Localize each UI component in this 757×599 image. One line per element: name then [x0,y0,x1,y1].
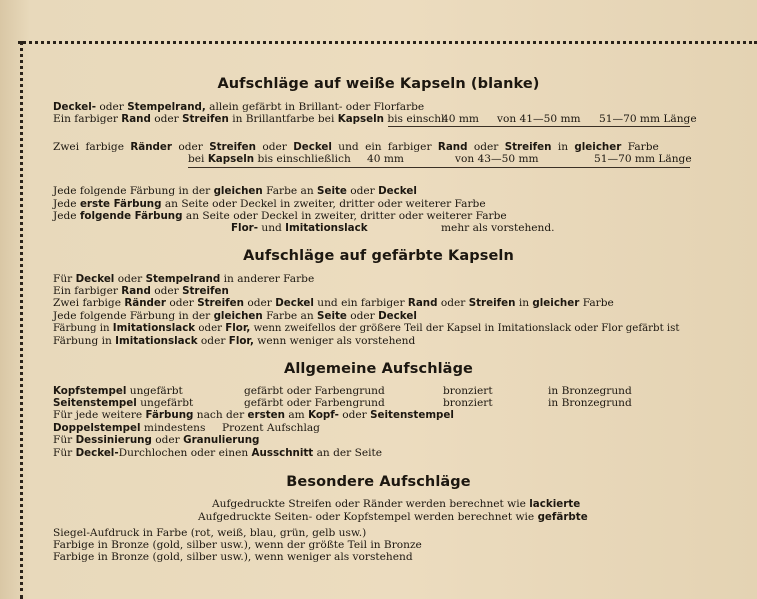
gefaerbt-line-4: Jede folgende Färbung in der gleichen Farbe an Seite oder Deckel [53,310,417,322]
underline-rule [188,167,690,168]
allgemein-line-6: Für Deckel-Durchlochen oder einen Ausschnitt an der Seite [53,447,383,459]
allgemein-l2-col-bronzegrund: in Bronzegrund [548,397,632,409]
besondere-line-5: Farbige in Bronze (gold, silber usw.), wenn weniger als vorstehend [53,551,413,563]
blanke-l2-col-40mm: 40 mm [442,113,479,125]
blanke-line-8: Flor- und Imitationslack [231,222,368,234]
blanke-line-1: Deckel- oder Stempelrand, allein gefärbt in Brillant- oder Florfarbe [53,101,425,113]
dotted-border-top [18,41,757,44]
gefaerbt-line-2: Ein farbiger Rand oder Streifen [53,285,229,297]
blanke-line-7: Jede folgende Färbung an Seite oder Deckel in zweiter, dritter oder weiterer Farbe [53,210,507,222]
blanke-line-2: Ein farbiger Rand oder Streifen in Brillantfarbe bei Kapseln bis einschl. [53,113,448,125]
gefaerbt-line-1: Für Deckel oder Stempelrand in anderer Farbe [53,273,315,285]
blanke-l4-col-43-50mm: von 43—50 mm [455,153,539,165]
gefaerbt-line-5: Färbung in Imitationslack oder Flor, wenn zweifellos der größere Teil der Kapsel in Imitationslack oder Flor gefärbt ist [53,322,680,334]
allgemein-line-2: Seitenstempel ungefärbt [53,397,194,409]
besondere-line-2: Aufgedruckte Seiten- oder Kopfstempel werden berechnet wie gefärbte [198,511,588,523]
allgemein-line-1: Kopfstempel ungefärbt [53,385,183,397]
allgemein-line-3: Für jede weitere Färbung nach der ersten am Kopf- oder Seitenstempel [53,409,454,421]
heading-allgemein: Allgemeine Aufschläge [284,361,473,377]
blanke-line-4: bei Kapseln bis einschließlich [188,153,351,165]
besondere-line-3: Siegel-Aufdruck in Farbe (rot, weiß, blau, grün, gelb usw.) [53,527,367,539]
blanke-l8-note: mehr als vorstehend. [441,222,555,234]
allgemein-line-5: Für Dessinierung oder Granulierung [53,434,260,446]
gefaerbt-line-3: Zwei farbige Ränder oder Streifen oder Deckel und ein farbiger Rand oder Streifen in gleicher Farbe [53,297,614,309]
blanke-line-3: Zwei farbige Ränder oder Streifen oder Deckel und ein farbiger Rand oder Streifen in gleicher Farbe [53,141,659,153]
besondere-line-1: Aufgedruckte Streifen oder Ränder werden berechnet wie lackierte [212,498,581,510]
gefaerbt-line-6: Färbung in Imitationslack oder Flor, wenn weniger als vorstehend [53,335,416,347]
heading-gefaerbt: Aufschläge auf gefärbte Kapseln [243,248,514,264]
heading-blanke: Aufschläge auf weiße Kapseln (blanke) [217,76,540,92]
blanke-line-6: Jede erste Färbung an Seite oder Deckel in zweiter, dritter oder weiterer Farbe [53,198,486,210]
heading-besondere: Besondere Aufschläge [286,474,471,490]
allgemein-l2-col-bronziert: bronziert [443,397,493,409]
besondere-line-4: Farbige in Bronze (gold, silber usw.), wenn der größte Teil in Bronze [53,539,422,551]
allgemein-line-4: Doppelstempel mindestens [53,422,206,434]
allgemein-l2-col-gefaerbt: gefärbt oder Farbengrund [244,397,385,409]
allgemein-l1-col-bronziert: bronziert [443,385,493,397]
bleed-through-texture [385,222,407,247]
allgemein-l4-col-prozent: Prozent Aufschlag [222,422,320,434]
dotted-border-left [20,41,23,599]
blanke-l2-col-41-50mm: von 41—50 mm [497,113,581,125]
blanke-line-5: Jede folgende Färbung in der gleichen Farbe an Seite oder Deckel [53,185,417,197]
blanke-l4-col-51-70mm: 51—70 mm Länge [594,153,692,165]
allgemein-l1-col-bronzegrund: in Bronzegrund [548,385,632,397]
underline-rule [388,126,690,127]
blanke-l2-col-51-70mm: 51—70 mm Länge [599,113,697,125]
allgemein-l1-col-gefaerbt: gefärbt oder Farbengrund [244,385,385,397]
blanke-l4-col-40mm: 40 mm [367,153,404,165]
